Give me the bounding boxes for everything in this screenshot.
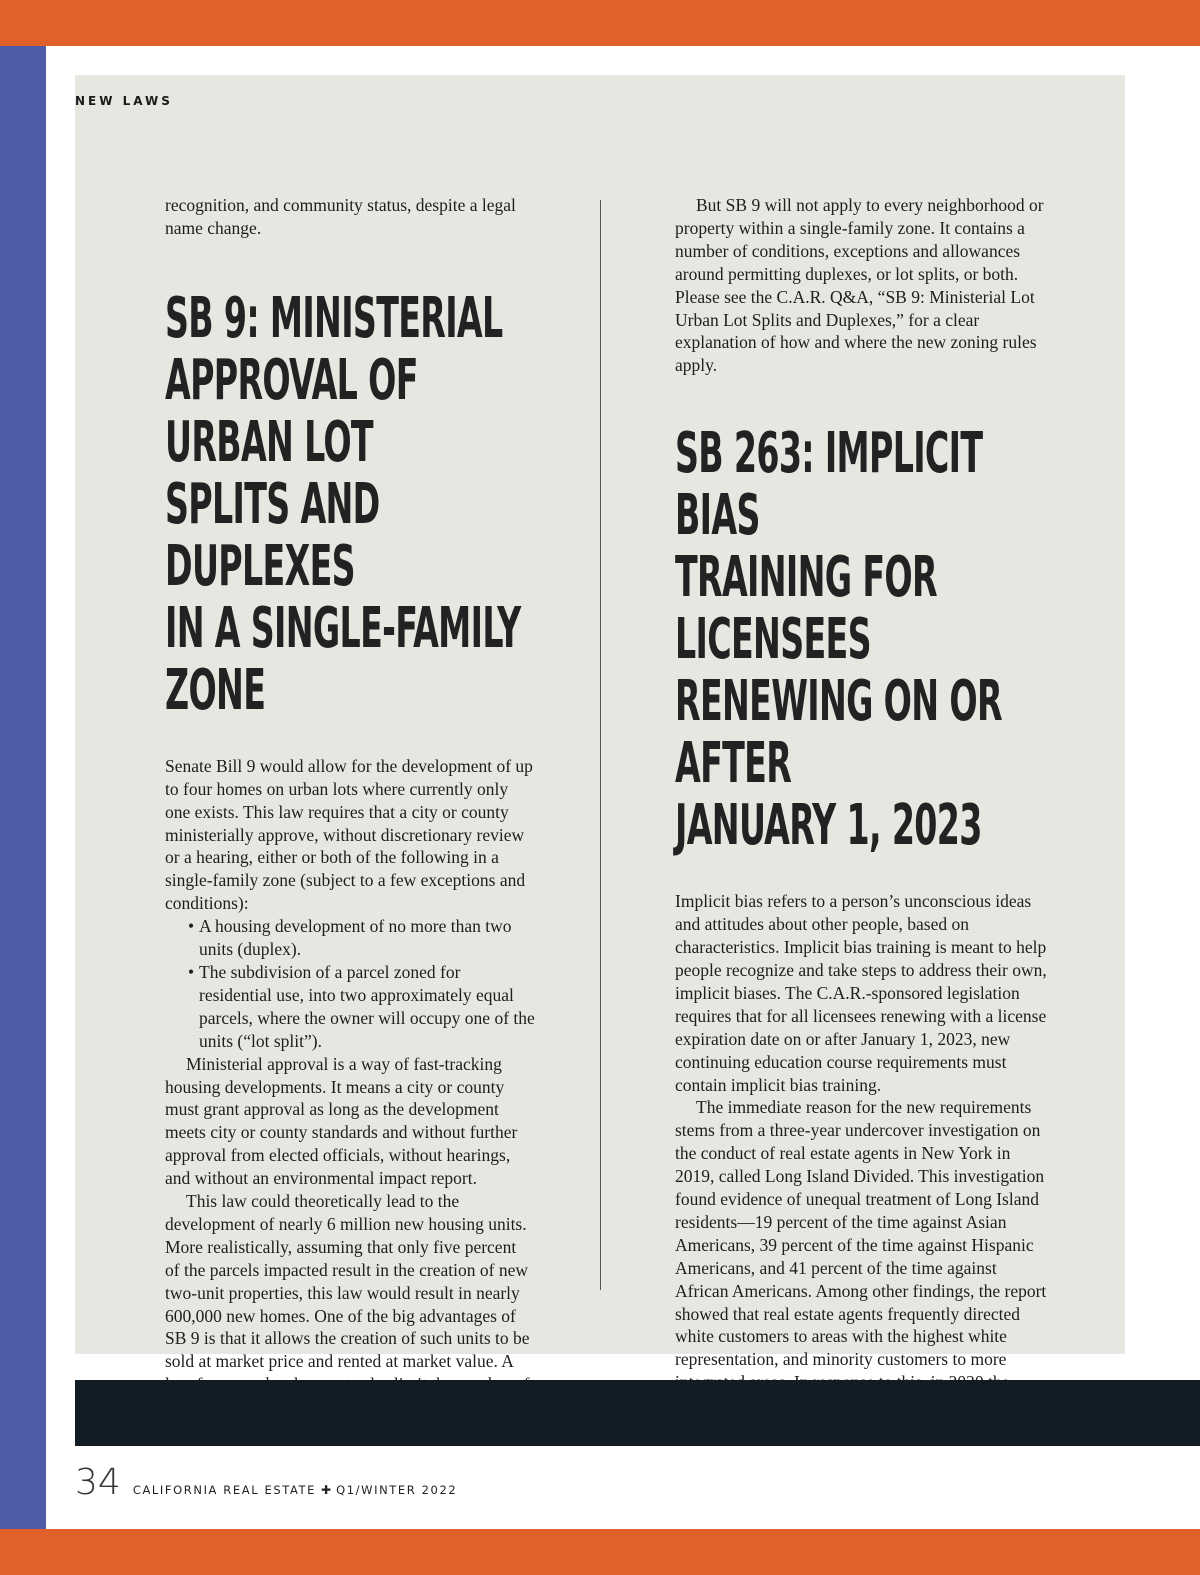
sb9-paragraph-1: Senate Bill 9 would allow for the development of up to four homes on urban lots where currently only one exists. This law requires that a city or county ministerially approve, without discretionary review or a hearing, either or both of the following in a single-family zone (subject to a few exceptions and conditions): (165, 755, 533, 914)
page-number: 34 (75, 1462, 121, 1503)
sb263-paragraph-2: The immediate reason for the new requirements stems from a three-year undercover investigation on the conduct of real estate agents in New York in 2019, called Long Island Divided. This investigation found evidence of unequal treatment of Long Island residents—19 percent of the time against Asian Americans, 39 percent of the time against Hispanic Americans, and 41 percent of the time against African Americans. Among other findings, the report showed that real estate agents frequently directed white customers to areas with the highest white representation, and minority customers to more (675, 1097, 1047, 1370)
right-intro-text: But SB 9 will not apply to every neighborhood or property within a single-family zone. It contains a number of conditions, exceptions and allowances around permitting duplexes, or lot splits, or both. Please see the C.A.R. Q&A, “SB 9: Ministerial Lot Urban Lot Splits and Duplexes,” for a clear explanation of how and where the new zoning rules apply. (675, 195, 1044, 376)
bullet-text: A housing development of no more than two units (duplex). (199, 916, 512, 960)
bullet-dot-icon: • (188, 961, 195, 982)
left-intro-text: recognition, and community status, despite a legal name change. (165, 195, 516, 238)
dark-band (75, 1380, 1200, 1446)
sb263-heading: SB 263: IMPLICIT BIAS TRAINING FOR LICENSEES RENEWING ON OR AFTER JANUARY 1, 2023 (675, 421, 1002, 859)
list-item (188, 915, 535, 961)
list-item (188, 961, 535, 1053)
sb9-paragraph-3: This law could theoretically lead to the development of nearly 6 million new housing units. More realistically, assuming that only five percent of the parcels impacted result in the creation of new two-unit properties, this law would result in nearly 600,000 new homes. One of the big advantages of SB 9 is that it allows the creation of such units to be sold at market price and rented at market value. A (165, 1191, 530, 1372)
right-column (675, 194, 1047, 1440)
sb9-paragraph-2: Ministerial approval is a way of fast-tracking housing developments. It means a city or county must grant approval as long as the development meets city or county standards and without further approval from elected officials, without hearings, and without an environmental impact report. (165, 1053, 518, 1189)
sb9-bullet-list (165, 915, 535, 1052)
section-label: NEW LAWS (75, 94, 173, 108)
cross-icon: ✚ (321, 1483, 332, 1497)
column-divider (600, 200, 601, 1290)
side-accent-bar (0, 46, 46, 1529)
top-accent-bar (0, 0, 1200, 46)
publication-name: CALIFORNIA REAL ESTATE (132, 1483, 317, 1497)
bullet-text: The subdivision of a parcel zoned for residential use, into two approximately equal parcels, where the owner will occupy one of the units (“lot split”). (199, 961, 535, 1051)
page-footer (75, 1462, 457, 1503)
issue-label: Q1/WINTER 2022 (336, 1483, 458, 1497)
left-column (165, 194, 535, 1442)
sb9-heading: SB 9: MINISTERIAL APPROVAL OF URBAN LOT SPLITS AND DUPLEXES IN A SINGLE-FAMILY ZONE (165, 285, 521, 723)
bullet-dot-icon: • (188, 916, 195, 937)
bottom-accent-bar (0, 1529, 1200, 1575)
sb263-paragraph-1: Implicit bias refers to a person’s unconscious ideas and attitudes about other people, based on characteristics. Implicit bias training is meant to help people recognize and take steps to address their own, implicit biases. The C.A.R.-sponsored legislation requires that for all licensees renewing with a license expiration date on or after January 1, 2023, new continuing education course requirements must contain implicit bias training. (675, 891, 1047, 1095)
